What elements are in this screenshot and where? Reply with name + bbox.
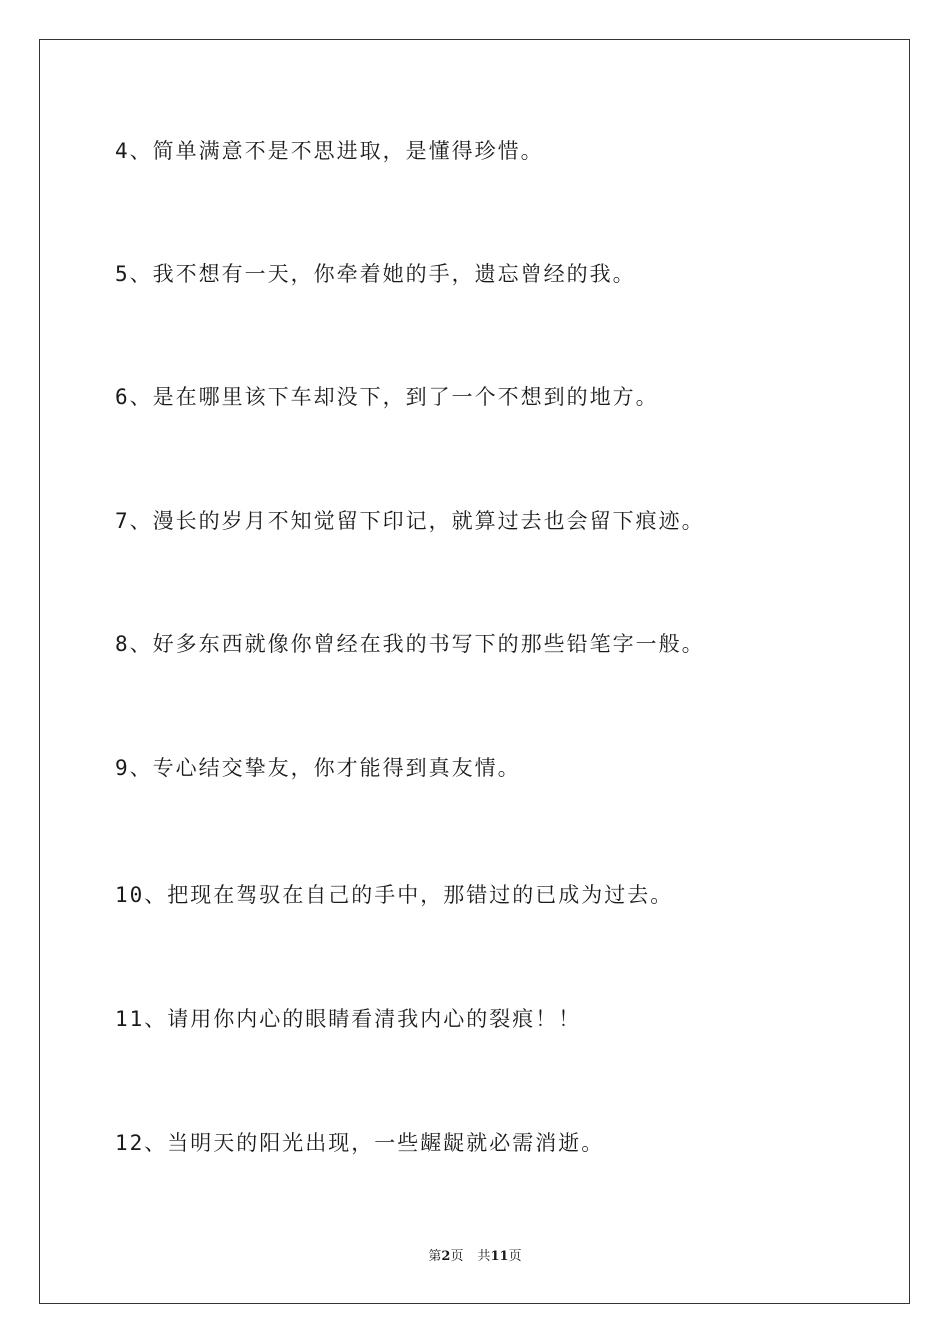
list-item: 9、专心结交挚友，你才能得到真友情。 bbox=[115, 756, 521, 780]
list-item: 6、是在哪里该下车却没下，到了一个不想到的地方。 bbox=[115, 385, 659, 409]
list-item: 8、好多东西就像你曾经在我的书写下的那些铅笔字一般。 bbox=[115, 632, 705, 656]
current-page-number: 2 bbox=[441, 1249, 451, 1264]
page-label-prefix: 第 bbox=[428, 1249, 442, 1264]
page-border bbox=[39, 39, 910, 1304]
page-label-suffix: 页 bbox=[450, 1249, 464, 1264]
list-item: 11、请用你内心的眼睛看清我内心的裂痕！！ bbox=[115, 1007, 582, 1031]
list-item: 12、当明天的阳光出现，一些龌龊就必需消逝。 bbox=[115, 1131, 605, 1155]
list-item: 5、我不想有一天，你牵着她的手，遗忘曾经的我。 bbox=[115, 262, 636, 286]
total-page-number: 11 bbox=[490, 1249, 509, 1264]
total-label-suffix: 页 bbox=[508, 1249, 522, 1264]
list-item: 4、简单满意不是不思进取，是懂得珍惜。 bbox=[115, 139, 544, 163]
list-item: 7、漫长的岁月不知觉留下印记，就算过去也会留下痕迹。 bbox=[115, 509, 705, 533]
page-footer bbox=[0, 1248, 950, 1266]
list-item: 10、把现在驾驭在自己的手中，那错过的已成为过去。 bbox=[115, 883, 674, 907]
total-label-prefix: 共 bbox=[477, 1249, 491, 1264]
